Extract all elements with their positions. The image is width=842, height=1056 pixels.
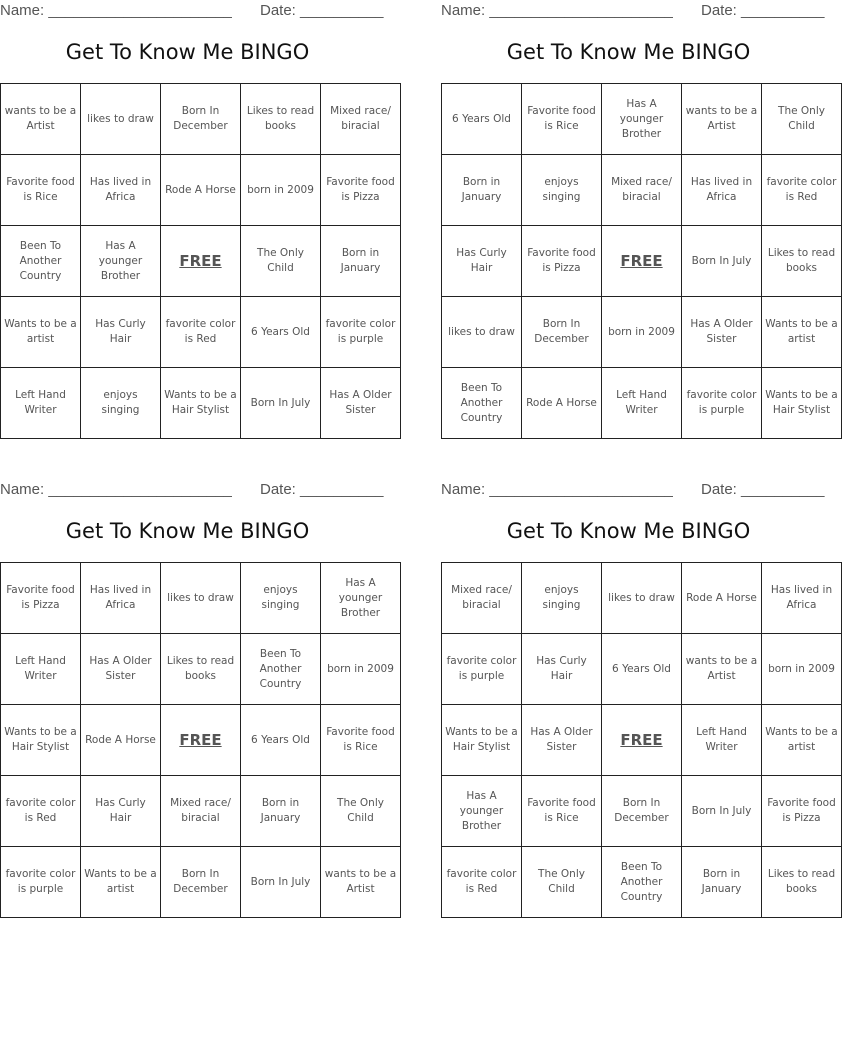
bingo-square: enjoys singing: [522, 563, 602, 634]
bingo-square: likes to draw: [161, 563, 241, 634]
bingo-square: Wants to be a Hair Stylist: [442, 705, 522, 776]
bingo-grid: [441, 562, 842, 918]
bingo-square: Likes to read books: [241, 84, 321, 155]
bingo-square: wants to be a Artist: [682, 84, 762, 155]
bingo-square: Favorite food is Rice: [522, 776, 602, 847]
bingo-square: born in 2009: [602, 297, 682, 368]
bingo-square: Mixed race/ biracial: [602, 155, 682, 226]
bingo-square: The Only Child: [321, 776, 401, 847]
bingo-square: favorite color is Red: [161, 297, 241, 368]
bingo-square: The Only Child: [522, 847, 602, 918]
bingo-square: Has Curly Hair: [442, 226, 522, 297]
card-header: [0, 479, 384, 501]
bingo-square: Has A younger Brother: [321, 563, 401, 634]
bingo-square: Has A younger Brother: [81, 226, 161, 297]
bingo-square: Has Curly Hair: [522, 634, 602, 705]
bingo-grid: [0, 562, 401, 918]
bingo-card-4: [441, 479, 838, 912]
bingo-square: Born in January: [241, 776, 321, 847]
bingo-square: 6 Years Old: [442, 84, 522, 155]
bingo-row: [442, 368, 842, 439]
bingo-square: Left Hand Writer: [602, 368, 682, 439]
bingo-square: Favorite food is Rice: [522, 84, 602, 155]
bingo-card-2: [441, 0, 838, 433]
bingo-square: Left Hand Writer: [682, 705, 762, 776]
bingo-square: Favorite food is Pizza: [522, 226, 602, 297]
bingo-square: Wants to be a Hair Stylist: [762, 368, 842, 439]
bingo-square: Wants to be a artist: [762, 705, 842, 776]
bingo-square: favorite color is Red: [442, 847, 522, 918]
bingo-square: Has Curly Hair: [81, 776, 161, 847]
bingo-square: 6 Years Old: [241, 705, 321, 776]
bingo-square: Likes to read books: [161, 634, 241, 705]
free-space: FREE: [161, 226, 241, 297]
name-field[interactable]: Name: ______________________: [0, 2, 232, 19]
bingo-square: wants to be a Artist: [321, 847, 401, 918]
bingo-square: Wants to be a artist: [81, 847, 161, 918]
bingo-square: 6 Years Old: [241, 297, 321, 368]
bingo-row: [1, 776, 401, 847]
bingo-square: The Only Child: [762, 84, 842, 155]
bingo-row: [1, 705, 401, 776]
bingo-square: Rode A Horse: [522, 368, 602, 439]
bingo-square: enjoys singing: [81, 368, 161, 439]
bingo-row: [1, 155, 401, 226]
bingo-square: Mixed race/ biracial: [161, 776, 241, 847]
bingo-square: Favorite food is Pizza: [762, 776, 842, 847]
bingo-square: Been To Another Country: [1, 226, 81, 297]
card-title: Get To Know Me BINGO: [506, 519, 751, 543]
bingo-square: enjoys singing: [241, 563, 321, 634]
card-title: Get To Know Me BINGO: [65, 40, 310, 64]
bingo-square: born in 2009: [241, 155, 321, 226]
bingo-row: [1, 368, 401, 439]
bingo-row: [442, 634, 842, 705]
bingo-square: Been To Another Country: [602, 847, 682, 918]
bingo-square: enjoys singing: [522, 155, 602, 226]
bingo-square: Has lived in Africa: [81, 563, 161, 634]
bingo-square: born in 2009: [762, 634, 842, 705]
bingo-card-1: [0, 0, 396, 433]
bingo-square: Born In July: [241, 847, 321, 918]
bingo-square: Wants to be a Hair Stylist: [1, 705, 81, 776]
bingo-square: Born In July: [682, 226, 762, 297]
bingo-square: wants to be a Artist: [682, 634, 762, 705]
date-field[interactable]: Date: __________: [701, 2, 825, 19]
bingo-square: Has A younger Brother: [442, 776, 522, 847]
bingo-square: The Only Child: [241, 226, 321, 297]
bingo-square: Rode A Horse: [81, 705, 161, 776]
bingo-square: Has lived in Africa: [762, 563, 842, 634]
bingo-square: likes to draw: [442, 297, 522, 368]
bingo-square: favorite color is purple: [442, 634, 522, 705]
bingo-square: Been To Another Country: [442, 368, 522, 439]
bingo-square: Has A younger Brother: [602, 84, 682, 155]
name-field[interactable]: Name: ______________________: [441, 2, 673, 19]
bingo-square: Has Curly Hair: [81, 297, 161, 368]
bingo-square: wants to be a Artist: [1, 84, 81, 155]
bingo-square: Favorite food is Pizza: [1, 563, 81, 634]
bingo-square: Wants to be a Hair Stylist: [161, 368, 241, 439]
bingo-square: Mixed race/ biracial: [321, 84, 401, 155]
bingo-row: [442, 226, 842, 297]
bingo-square: favorite color is Red: [762, 155, 842, 226]
bingo-row: [1, 634, 401, 705]
name-field[interactable]: Name: ______________________: [441, 481, 673, 498]
bingo-square: Wants to be a artist: [1, 297, 81, 368]
date-field[interactable]: Date: __________: [701, 481, 825, 498]
bingo-row: [442, 84, 842, 155]
bingo-grid: [0, 83, 401, 439]
bingo-grid: [441, 83, 842, 439]
card-title: Get To Know Me BINGO: [65, 519, 310, 543]
bingo-square: Favorite food is Rice: [1, 155, 81, 226]
bingo-square: Has A Older Sister: [682, 297, 762, 368]
bingo-row: [442, 776, 842, 847]
bingo-square: Born In July: [682, 776, 762, 847]
card-header: [441, 0, 825, 22]
bingo-square: Born in January: [442, 155, 522, 226]
bingo-square: Born In December: [522, 297, 602, 368]
bingo-square: Left Hand Writer: [1, 368, 81, 439]
bingo-square: born in 2009: [321, 634, 401, 705]
bingo-square: Favorite food is Rice: [321, 705, 401, 776]
bingo-row: [1, 847, 401, 918]
bingo-square: likes to draw: [602, 563, 682, 634]
bingo-square: Has A Older Sister: [81, 634, 161, 705]
bingo-square: Likes to read books: [762, 847, 842, 918]
bingo-square: Has lived in Africa: [682, 155, 762, 226]
bingo-square: Born in January: [321, 226, 401, 297]
bingo-square: 6 Years Old: [602, 634, 682, 705]
bingo-card-3: [0, 479, 397, 912]
bingo-square: Been To Another Country: [241, 634, 321, 705]
bingo-square: Likes to read books: [762, 226, 842, 297]
bingo-row: [1, 563, 401, 634]
bingo-row: [442, 563, 842, 634]
card-header: [0, 0, 384, 22]
bingo-row: [442, 155, 842, 226]
bingo-square: Mixed race/ biracial: [442, 563, 522, 634]
bingo-square: Born In December: [602, 776, 682, 847]
bingo-row: [1, 226, 401, 297]
bingo-row: [442, 297, 842, 368]
bingo-row: [442, 705, 842, 776]
bingo-square: Born In July: [241, 368, 321, 439]
bingo-square: Born in January: [682, 847, 762, 918]
bingo-square: Favorite food is Pizza: [321, 155, 401, 226]
date-field[interactable]: Date: __________: [260, 2, 384, 19]
bingo-square: favorite color is purple: [321, 297, 401, 368]
bingo-square: Born In December: [161, 84, 241, 155]
card-header: [441, 479, 825, 501]
bingo-square: Wants to be a artist: [762, 297, 842, 368]
name-field[interactable]: Name: ______________________: [0, 481, 232, 498]
bingo-square: favorite color is purple: [682, 368, 762, 439]
bingo-square: Rode A Horse: [682, 563, 762, 634]
bingo-row: [1, 297, 401, 368]
bingo-square: Left Hand Writer: [1, 634, 81, 705]
date-field[interactable]: Date: __________: [260, 481, 384, 498]
bingo-square: likes to draw: [81, 84, 161, 155]
free-space: FREE: [602, 705, 682, 776]
bingo-square: favorite color is Red: [1, 776, 81, 847]
bingo-square: Has A Older Sister: [321, 368, 401, 439]
bingo-square: Rode A Horse: [161, 155, 241, 226]
bingo-square: Born In December: [161, 847, 241, 918]
bingo-square: favorite color is purple: [1, 847, 81, 918]
bingo-square: Has lived in Africa: [81, 155, 161, 226]
bingo-row: [442, 847, 842, 918]
free-space: FREE: [602, 226, 682, 297]
card-title: Get To Know Me BINGO: [506, 40, 751, 64]
bingo-row: [1, 84, 401, 155]
free-space: FREE: [161, 705, 241, 776]
bingo-square: Has A Older Sister: [522, 705, 602, 776]
